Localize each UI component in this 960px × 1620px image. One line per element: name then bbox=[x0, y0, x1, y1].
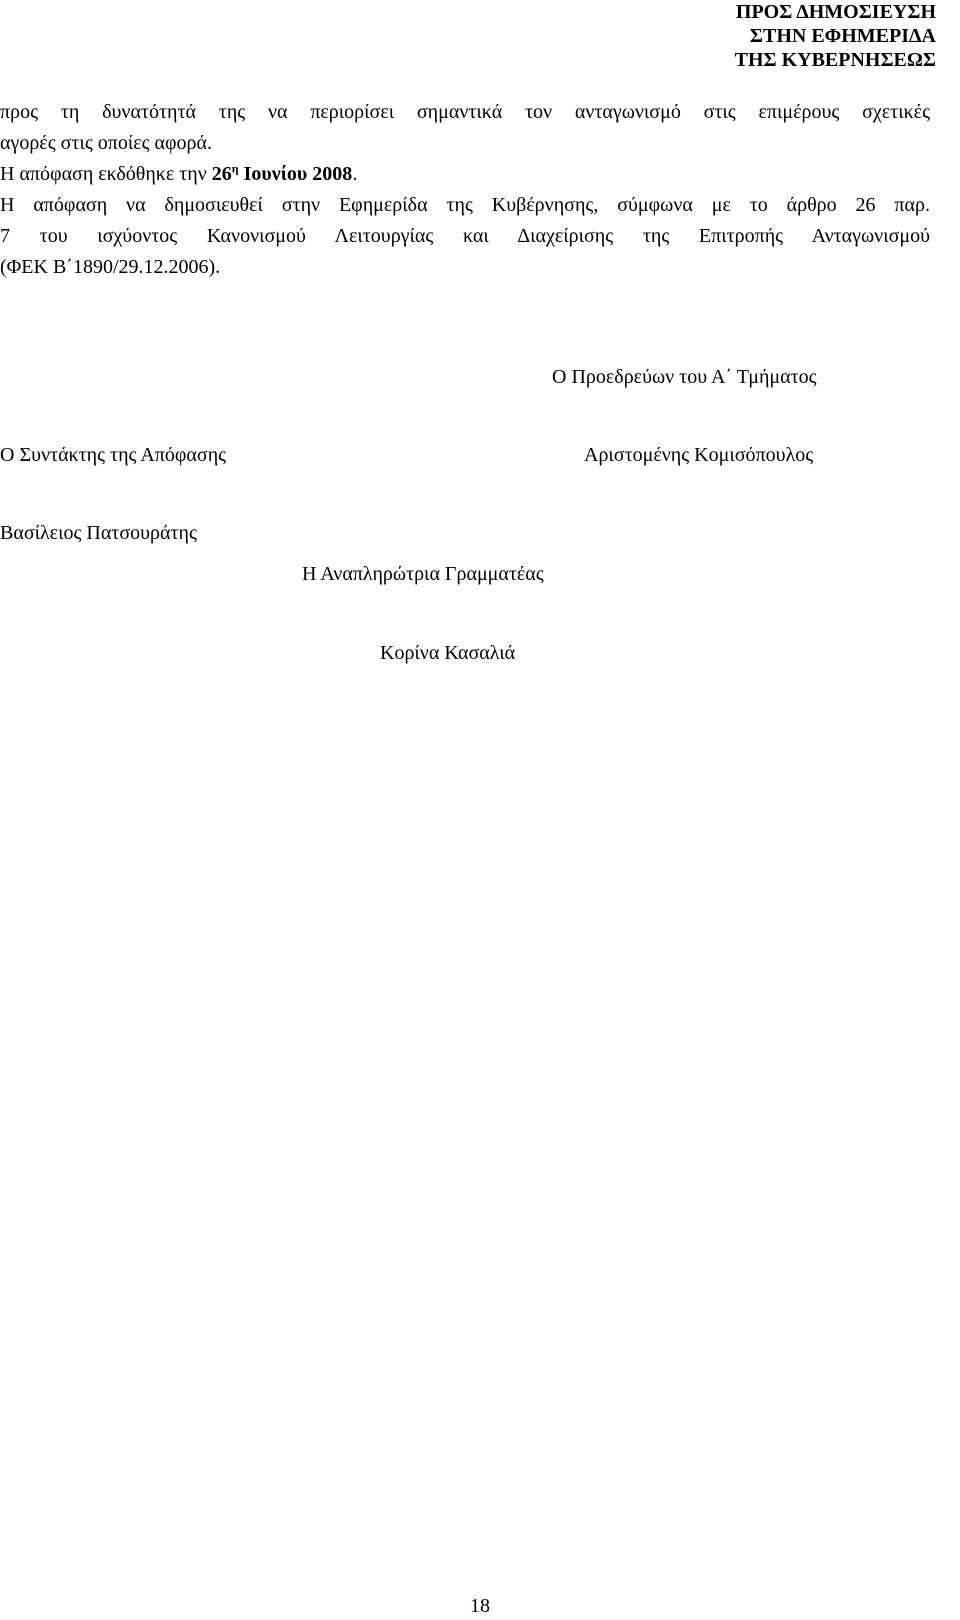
publication-paragraph-line-2: 7 του ισχύοντος Κανονισμού Λειτουργίας και Διαχείρισης της Επιτροπής Ανταγωνισμού bbox=[0, 225, 930, 247]
page-number: 18 bbox=[470, 1595, 490, 1617]
decision-body bbox=[0, 97, 930, 283]
publication-paragraph-line-3: (ΦΕΚ Β΄1890/29.12.2006). bbox=[0, 256, 221, 278]
issue-date-paragraph bbox=[0, 159, 930, 190]
header-line-2: ΣΤΗΝ ΕΦΗΜΕΡΙΔΑ bbox=[749, 25, 936, 47]
issue-date-period: . bbox=[352, 163, 358, 185]
presiding-member-title: Ο Προεδρεύων του Α΄ Τμήματος bbox=[552, 366, 817, 388]
publication-paragraph-line-1: Η απόφαση να δημοσιευθεί στην Εφημερίδα της Κυβέρνησης, σύμφωνα με το άρθρο 26 παρ. bbox=[0, 194, 930, 216]
secretary-name: Κορίνα Κασαλιά bbox=[380, 642, 516, 664]
header-line-1: ΠΡΟΣ ΔΗΜΟΣΙΕΥΣΗ bbox=[735, 1, 936, 23]
publication-header bbox=[735, 0, 936, 72]
issue-date-ordinal: η bbox=[231, 161, 239, 176]
issue-date-prefix: Η απόφαση εκδόθηκε την bbox=[0, 163, 212, 185]
drafter-name: Βασίλειος Πατσουράτης bbox=[0, 522, 197, 544]
drafter-title: Ο Συντάκτης της Απόφασης bbox=[0, 444, 227, 466]
header-line-3: ΤΗΣ ΚΥΒΕΡΝΗΣΕΩΣ bbox=[734, 49, 936, 71]
presiding-member-name: Αριστομένης Κομισόπουλος bbox=[584, 444, 814, 466]
secretary-title: Η Αναπληρώτρια Γραμματέας bbox=[302, 563, 544, 585]
issue-date-month-year: Ιουνίου 2008 bbox=[238, 163, 353, 185]
paragraph-1-line-1: προς τη δυνατότητά της να περιορίσει σημαντικά τον ανταγωνισμό στις επιμέρους σχετικές bbox=[0, 101, 930, 123]
issue-date-day: 26 bbox=[211, 163, 232, 185]
paragraph-1-line-2: αγορές στις οποίες αφορά. bbox=[0, 132, 213, 154]
